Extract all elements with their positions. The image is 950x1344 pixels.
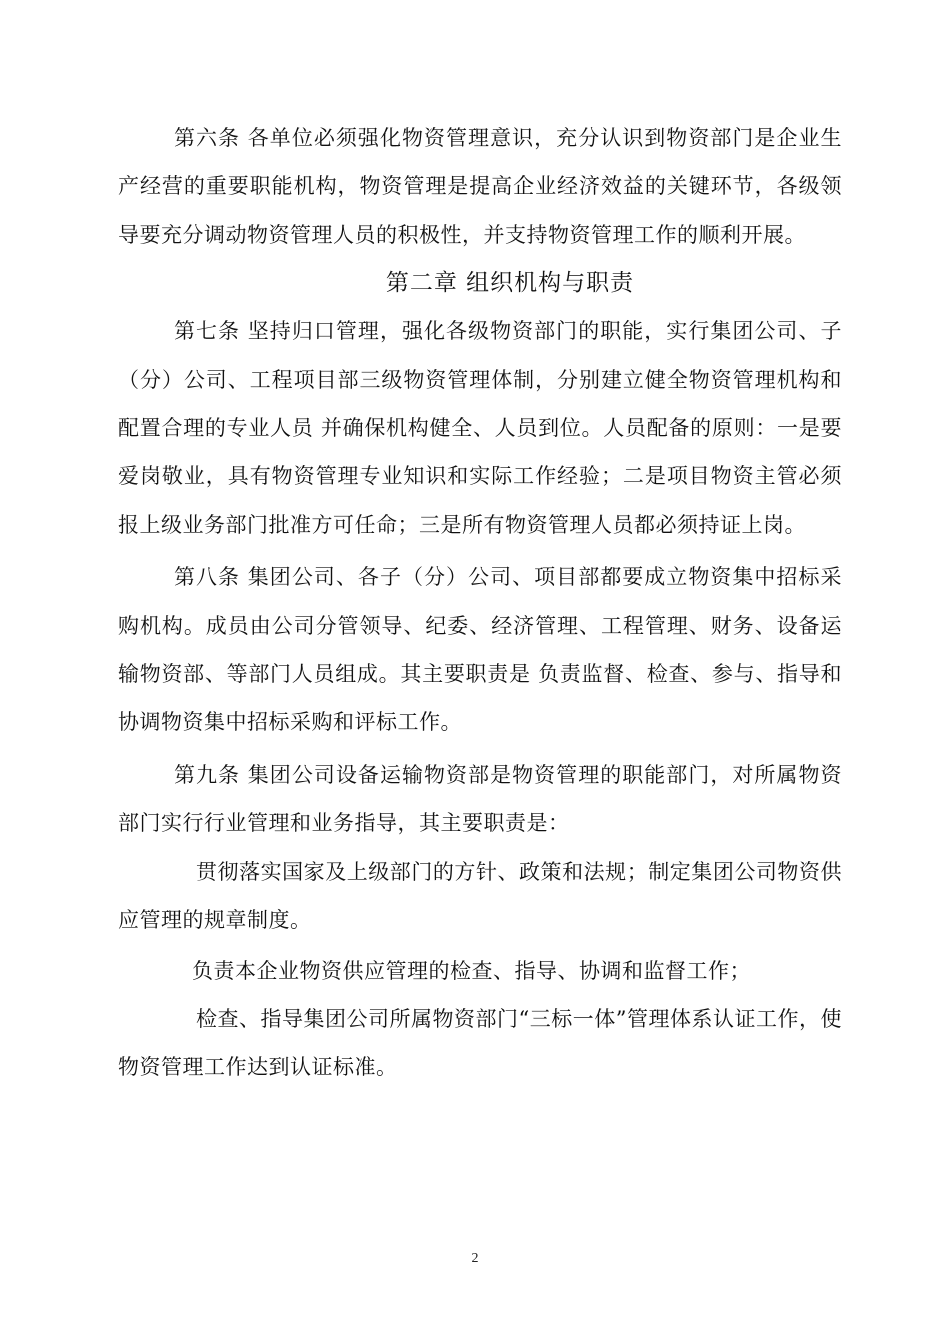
chapter-title: 第二章 组织机构与职责 <box>385 270 635 297</box>
article-6-paragraph: 第六条 各单位必须强化物资管理意识，充分认识到物资部门是企业生产经营的重要职能机构，物资管理是提高企业经济效益的关键环节，各级领导要充分调动物资管理人员的积极性，并支持物资管理工作的顺利开展。 <box>118 126 842 247</box>
duty-3-paragraph: 检查、指导集团公司所属物资部门“三标一体”管理体系认证工作，使物资管理工作达到认证标准。 <box>118 1006 842 1080</box>
page-number: 2 <box>471 1251 479 1266</box>
duty-1-paragraph: 贯彻落实国家及上级部门的方针、政策和法规；制定集团公司物资供应管理的规章制度。 <box>118 859 842 933</box>
duty-2-paragraph: 负责本企业物资供应管理的检查、指导、协调和监督工作； <box>192 958 751 983</box>
article-9-paragraph: 第九条 集团公司设备运输物资部是物资管理的职能部门，对所属物资部门实行行业管理和业务指导，其主要职责是： <box>118 762 842 836</box>
article-8-paragraph: 第八条 集团公司、各子（分）公司、项目部都要成立物资集中招标采购机构。成员由公司分管领导、纪委、经济管理、工程管理、财务、设备运输物资部、等部门人员组成。其主要职责是 负责监督、检查、参与、指导和协调物资集中招标采购和评标工作。 <box>118 565 842 735</box>
article-7-paragraph: 第七条 坚持归口管理，强化各级物资部门的职能，实行集团公司、子（分）公司、工程项目部三级物资管理体制，分别建立健全物资管理机构和配置合理的专业人员 并确保机构健全、人员到位。人员配备的原则：一是要爱岗敬业，具有物资管理专业知识和实际工作经验；二是项目物资主管必须报上级业务部门批准方可任命；三是所有物资管理人员都必须持证上岗。 <box>118 319 842 537</box>
document-body <box>118 114 842 1092</box>
